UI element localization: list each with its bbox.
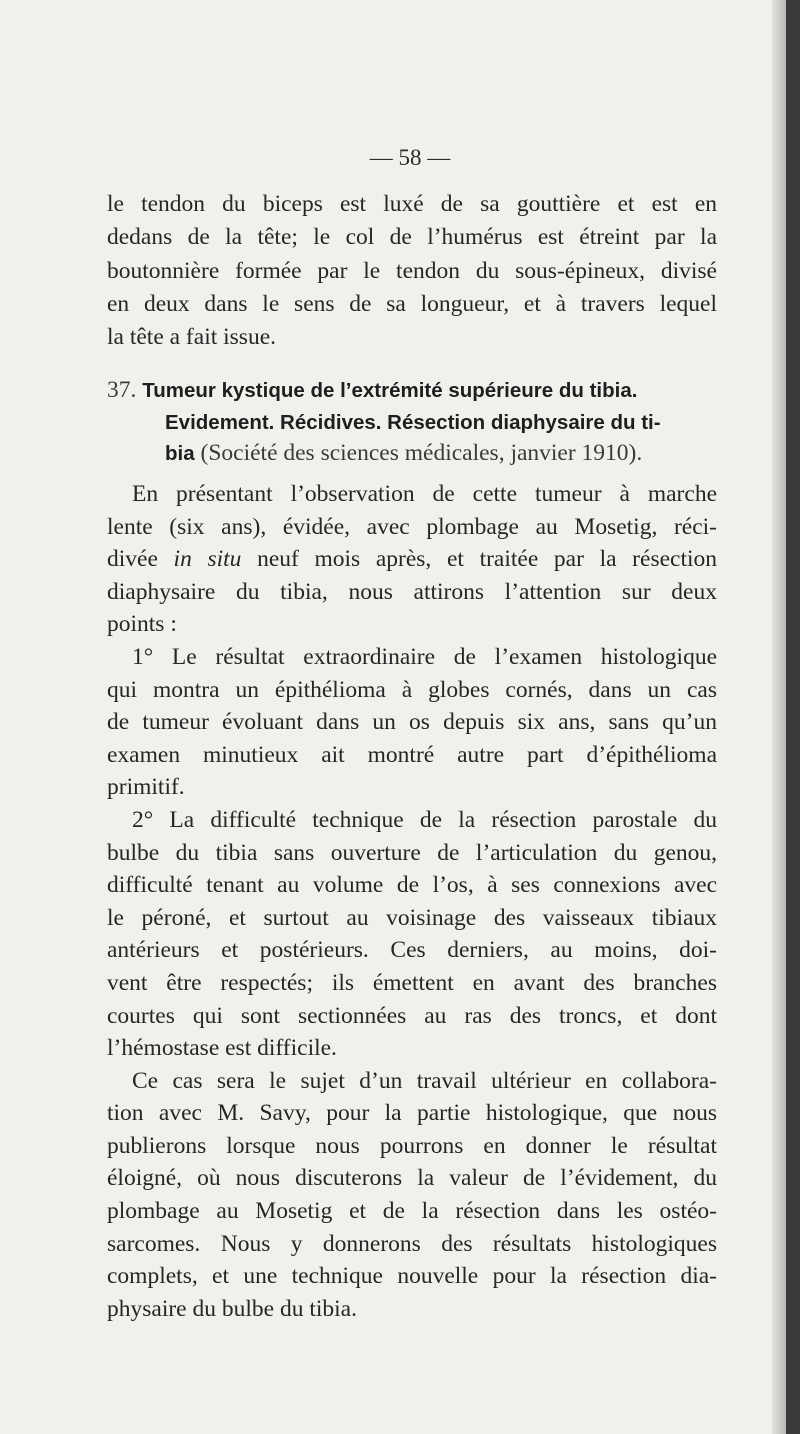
- entry-title-line: [107, 407, 717, 439]
- text-line: antérieurs et postérieurs. Ces derniers, au moins, doi-: [107, 937, 717, 964]
- text-line: qui montra un épithélioma à globes cornés, dans un cas: [107, 676, 717, 703]
- bibliography-entry: [107, 375, 717, 470]
- text-line: l’hémostase est difficile.: [107, 1035, 337, 1062]
- text-line: examen minutieux ait montré autre part d’épithélioma: [107, 741, 717, 768]
- body-text: [107, 478, 717, 1325]
- text-line: publierons lorsque nous pourrons en donner le résultat: [107, 1132, 717, 1159]
- text-line: complets, et une technique nouvelle pour la résection dia-: [107, 1263, 717, 1290]
- text-line: difficulté tenant au volume de l’os, à ses connexions avec: [107, 872, 717, 899]
- paragraph: [107, 1065, 717, 1326]
- page-number: — 58 —: [369, 145, 451, 170]
- text-line: vent être respectés; ils émettent en avant des branches: [107, 969, 717, 996]
- intro-paragraph: [107, 188, 717, 354]
- paragraph: [107, 804, 717, 1065]
- text-line: courtes qui sont sectionnées au ras des troncs, et dont: [107, 1002, 717, 1029]
- text-line: diaphysaire du tibia, nous attirons l’attention sur deux: [107, 578, 717, 605]
- text-line: Ce cas sera le sujet d’un travail ultérieur en collabora-: [132, 1067, 717, 1094]
- italic-term: in situ: [173, 546, 242, 573]
- entry-title-continued: Evidement. Récidives. Résection diaphysaire du ti-: [165, 410, 661, 434]
- text-fragment: neuf mois après, et traitée par la résection: [241, 546, 718, 573]
- paragraph: [107, 641, 717, 804]
- intro-line: le tendon du biceps est luxé de sa gouttière et est en: [107, 191, 717, 217]
- intro-line: en deux dans le sens de sa longueur, et à travers lequel: [107, 290, 717, 317]
- text-line: le péroné, et surtout au voisinage des vaisseaux tibiaux: [107, 904, 717, 931]
- entry-title-end: bia: [165, 442, 195, 466]
- text-line: primitif.: [107, 774, 185, 801]
- text-line: lente (six ans), évidée, avec plombage au Mosetig, réci-: [107, 513, 717, 540]
- entry-title-line: [107, 375, 717, 407]
- text-line: bulbe du tibia sans ouverture de l’articulation du genou,: [107, 839, 717, 866]
- text-line: 1° Le résultat extraordinaire de l’examen histologique: [132, 643, 717, 670]
- intro-line: boutonnière formée par le tendon du sous-épineux, divisé: [107, 257, 717, 284]
- entry-title: Tumeur kystique de l’extrémité supérieure du tibia.: [142, 379, 638, 402]
- text-line: éloigné, où nous discuterons la valeur de l’évidement, du: [107, 1165, 717, 1192]
- text-fragment: divée: [107, 546, 174, 573]
- intro-line: dedans de la tête; le col de l’humérus est étreint par la: [107, 224, 717, 251]
- intro-line: la tête a fait issue.: [107, 324, 276, 351]
- text-line: [107, 543, 717, 576]
- text-line: physaire du bulbe du tibia.: [107, 1295, 357, 1322]
- entry-number: 37.: [107, 377, 137, 403]
- entry-source-line: [107, 438, 717, 470]
- entry-source: (Société des sciences médicales, janvier 1910).: [194, 440, 643, 467]
- text-line: sarcomes. Nous y donnerons des résultats histologiques: [107, 1230, 717, 1257]
- text-line: plombage au Mosetig et de la résection dans les ostéo-: [107, 1198, 717, 1225]
- text-line: points :: [107, 611, 177, 638]
- text-line: 2° La difficulté technique de la résection parostale du: [132, 806, 717, 833]
- text-line: de tumeur évoluant dans un os depuis six ans, sans qu’un: [107, 709, 717, 736]
- paragraph: [107, 478, 717, 641]
- text-line: En présentant l’observation de cette tumeur à marche: [132, 481, 717, 507]
- text-line: tion avec M. Savy, pour la partie histologique, que nous: [107, 1100, 717, 1127]
